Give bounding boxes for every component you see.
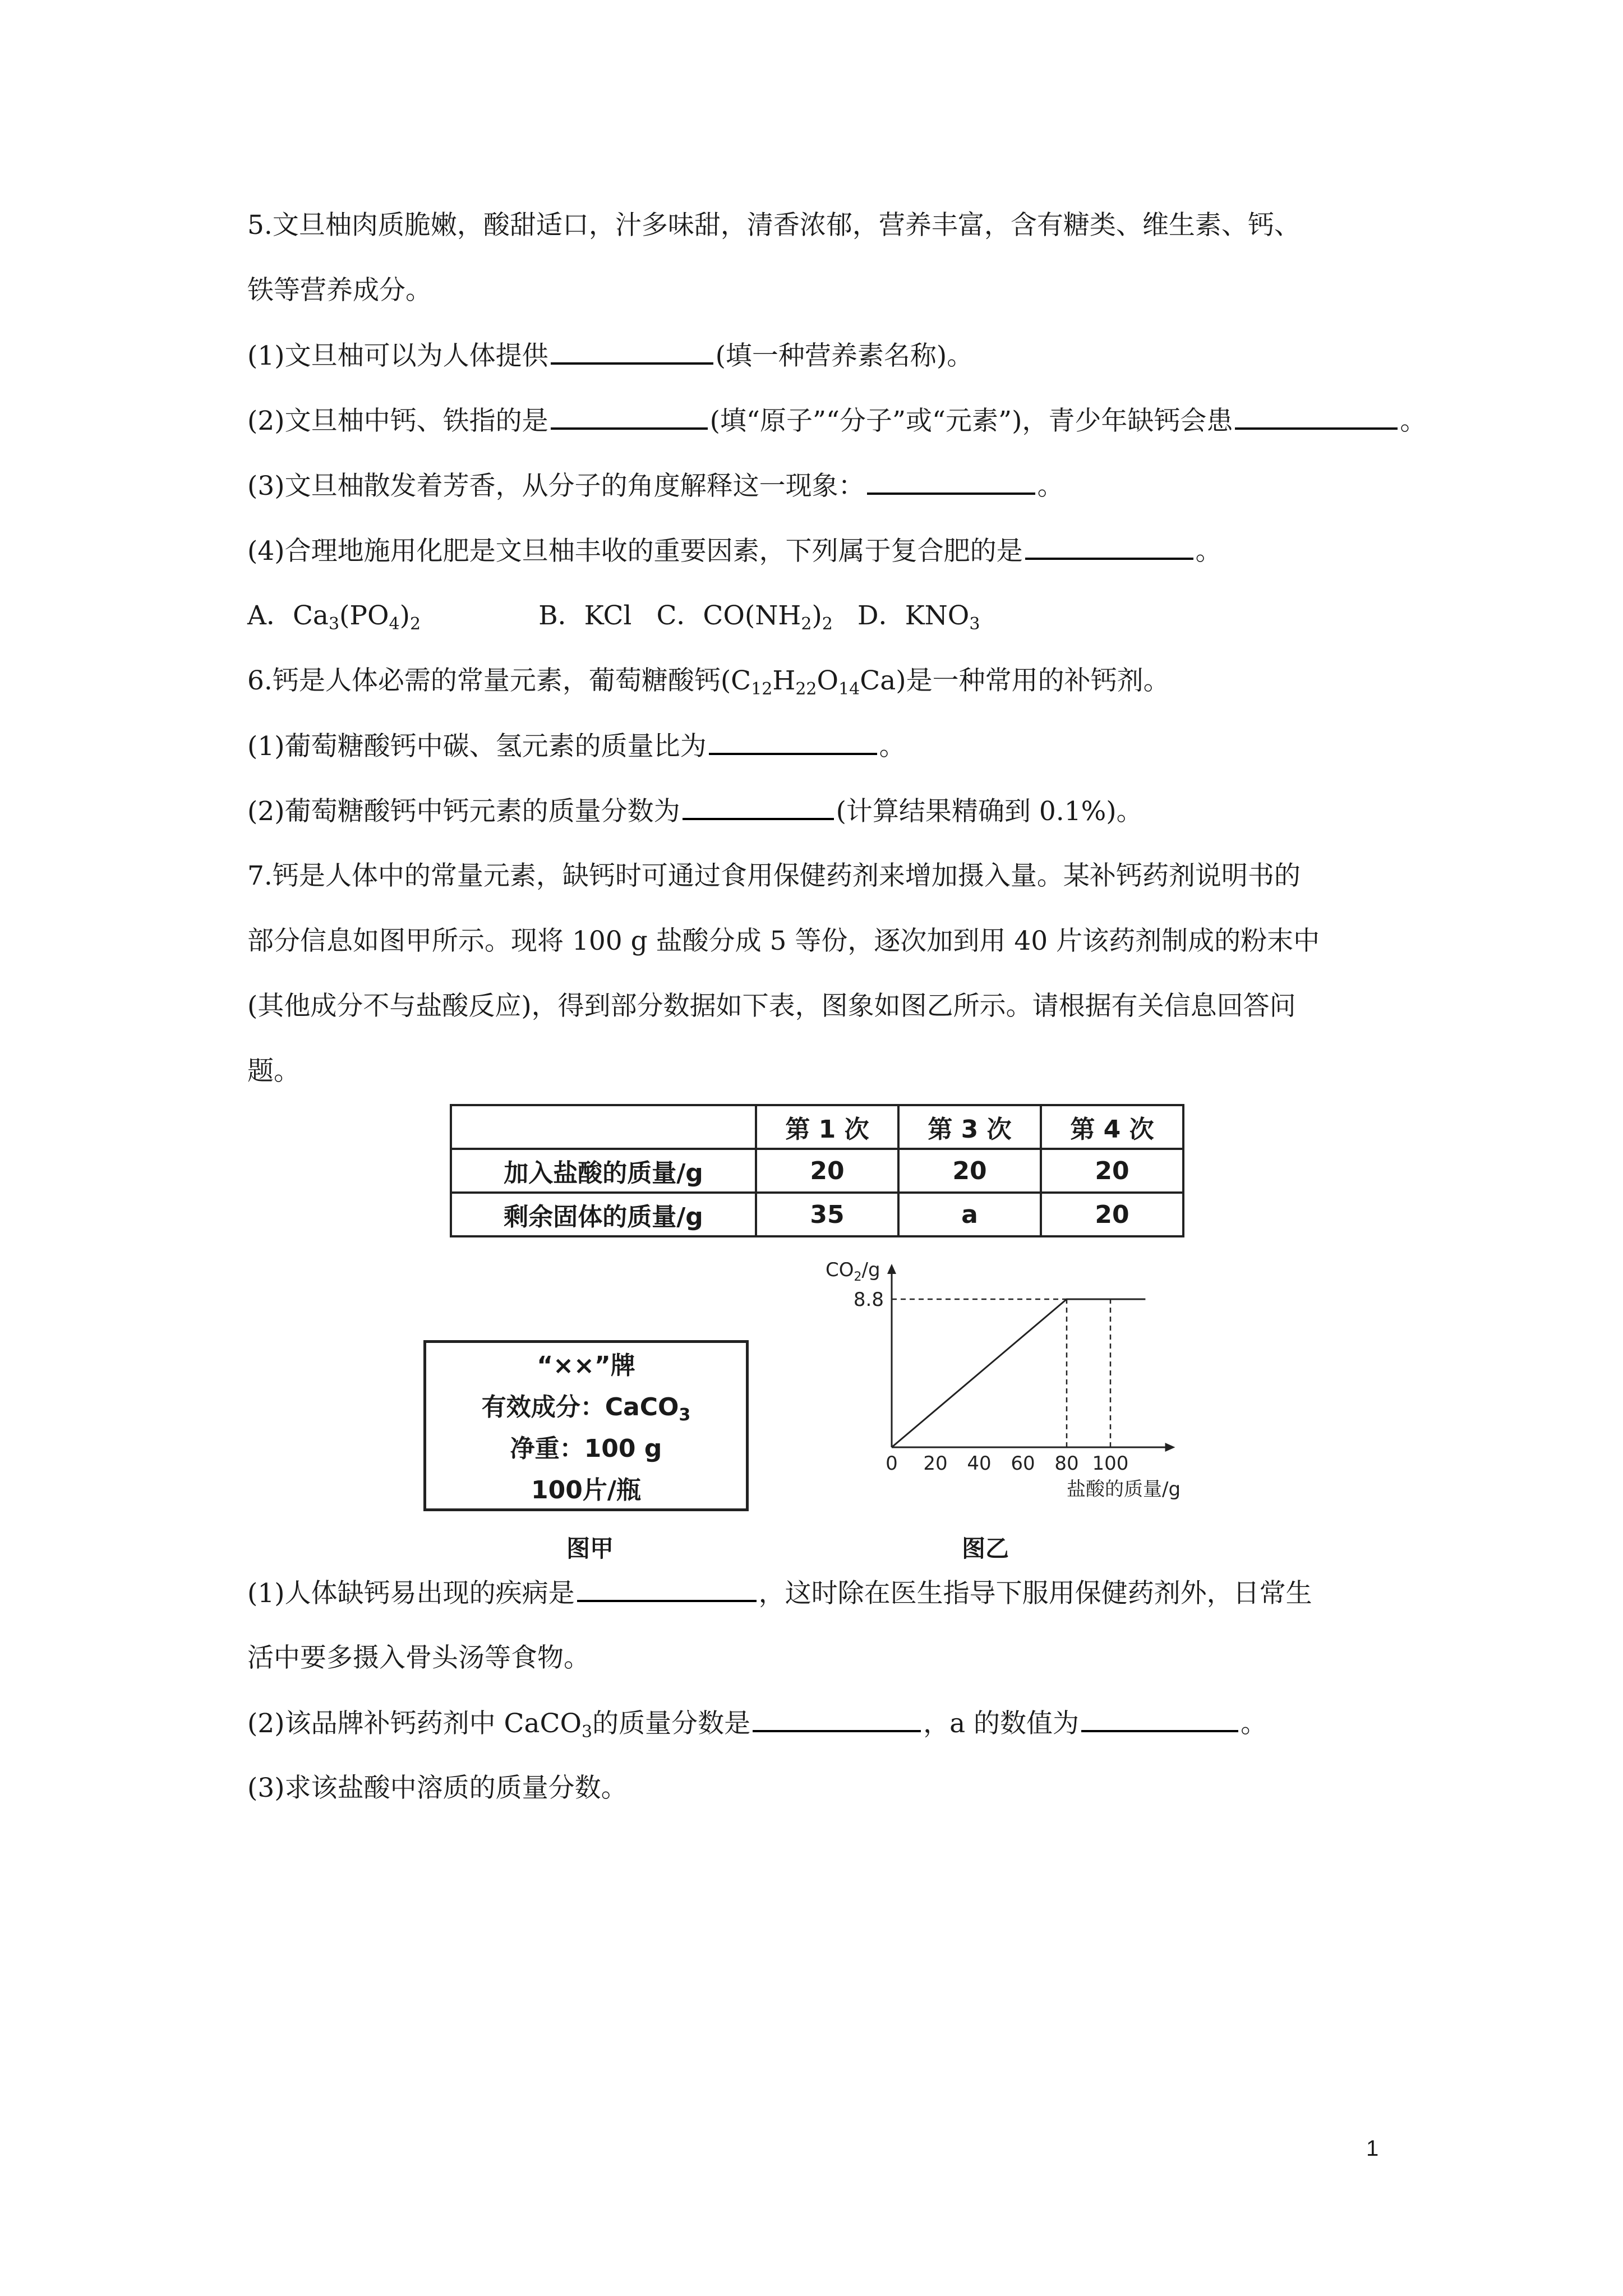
table-row — [451, 1149, 1183, 1193]
q5-part1-text: (1)文旦柚可以为人体提供 — [247, 341, 548, 371]
co2-chart — [808, 1262, 1234, 1520]
q7-part2-text: 的质量分数是 — [592, 1708, 751, 1739]
q6-part1-end: 。 — [879, 731, 906, 762]
q5-part4-text: (4)合理地施用化肥是文旦柚丰收的重要因素，下列属于复合肥的是 — [247, 536, 1023, 567]
co2-series-line — [892, 1299, 1145, 1447]
label-text: 有效成分：CaCO — [481, 1393, 679, 1421]
q7-part2-text: (2)该品牌补钙药剂中 CaCO — [247, 1708, 582, 1739]
option-c — [656, 600, 833, 634]
table-cell: a — [898, 1193, 1041, 1236]
answer-blank[interactable] — [1235, 403, 1398, 430]
subscript: 3 — [969, 614, 980, 634]
y-axis-label: $CO_2/g$ — [826, 1262, 880, 1284]
q6-part2 — [247, 793, 1143, 830]
option-a-text: A．Ca — [247, 600, 329, 631]
label-active-ingredient — [426, 1387, 746, 1428]
q7-part2-text: ，a 的数值为 — [923, 1708, 1080, 1739]
x-tick-label: 60 — [1011, 1452, 1035, 1475]
q7-part2 — [247, 1705, 1267, 1742]
q7-intro-line2: 部分信息如图甲所示。现将 100 g 盐酸分成 5 等份，逐次加到用 40 片该药剂制成的粉末中 — [247, 926, 1320, 956]
q7-part1-text: ，这时除在医生指导下服用保健药剂外，日常生 — [758, 1578, 1312, 1609]
subscript: 2 — [801, 614, 812, 634]
figure-jia-caption: 图甲 — [566, 1535, 614, 1562]
table-cell: 20 — [898, 1149, 1041, 1193]
label-count: 100片/瓶 — [531, 1476, 641, 1504]
y-tick-label: 8.8 — [853, 1289, 884, 1311]
q5-part2-end: 。 — [1400, 406, 1427, 436]
q7-part1-text: (1)人体缺钙易出现的疾病是 — [247, 1578, 575, 1609]
subscript: 3 — [328, 614, 340, 634]
table-header-cell: 第 3 次 — [898, 1105, 1041, 1149]
q5-part2-hint: (填“原子”“分子”或“元素”)，青少年缺钙会患 — [709, 406, 1233, 436]
table-row — [451, 1193, 1183, 1236]
q5-part2 — [247, 403, 1426, 439]
x-axis-label: 盐酸的质量/g — [1067, 1478, 1181, 1501]
q6-part1-text: (1)葡萄糖酸钙中碳、氢元素的质量比为 — [247, 731, 707, 762]
table-cell: 20 — [1041, 1149, 1183, 1193]
answer-blank[interactable] — [551, 403, 708, 430]
subscript: 22 — [795, 679, 817, 699]
page-number: 1 — [1366, 2136, 1379, 2161]
table-cell: 35 — [756, 1193, 898, 1236]
label-net-weight: 净重：100 g — [510, 1434, 662, 1463]
table-cell: 20 — [756, 1149, 898, 1193]
q5-part4-end: 。 — [1195, 536, 1222, 567]
q6-intro-text: 6.钙是人体必需的常量元素，葡萄糖酸钙(C — [247, 665, 751, 696]
table-header-cell — [451, 1105, 756, 1149]
table-header-cell: 第 1 次 — [756, 1105, 898, 1149]
option-a-text: (PO — [339, 600, 389, 631]
q6-part1 — [247, 728, 906, 765]
option-d — [857, 600, 980, 634]
table-cell: 20 — [1041, 1193, 1183, 1236]
answer-blank[interactable] — [709, 728, 877, 755]
table-header-row — [451, 1105, 1183, 1149]
subscript: 2 — [822, 614, 833, 634]
option-c-text: C．CO(NH — [656, 600, 801, 631]
option-a-text: ) — [399, 600, 410, 631]
x-tick-label: 20 — [923, 1452, 948, 1475]
option-a — [247, 600, 421, 634]
table-cell: 加入盐酸的质量/g — [451, 1149, 756, 1193]
q6-part2-text: (2)葡萄糖酸钙中钙元素的质量分数为 — [247, 796, 680, 827]
q6-intro-text: Ca)是一种常用的补钙剂。 — [860, 665, 1170, 696]
q7-part2-end: 。 — [1241, 1708, 1267, 1739]
q5-part3 — [247, 468, 1064, 504]
x-axis-arrow — [1165, 1443, 1175, 1452]
subscript: 3 — [582, 1722, 593, 1742]
formula-symbol: H — [772, 665, 796, 696]
answer-blank[interactable] — [683, 793, 834, 820]
subscript: 4 — [389, 614, 400, 634]
q5-part4 — [247, 533, 1222, 569]
q5-options — [247, 598, 980, 634]
y-axis-arrow — [887, 1264, 896, 1274]
figure-yi-caption: 图乙 — [962, 1535, 1009, 1562]
option-c-text: ) — [811, 600, 822, 631]
x-tick-label: 80 — [1054, 1452, 1079, 1475]
x-tick-label: 0 — [886, 1452, 898, 1475]
q7-intro-line3: (其他成分不与盐酸反应)，得到部分数据如下表，图象如图乙所示。请根据有关信息回答问 — [247, 991, 1296, 1022]
q5-part1-hint: (填一种营养素名称)。 — [715, 341, 974, 371]
q5-part1 — [247, 338, 973, 374]
q6-intro — [247, 663, 1170, 699]
answer-blank[interactable] — [753, 1705, 921, 1732]
q5-intro-line1: 5.文旦柚肉质脆嫩，酸甜适口，汁多味甜，清香浓郁，营养丰富，含有糖类、维生素、钙、 — [247, 210, 1301, 241]
q5-intro-line2: 铁等营养成分。 — [247, 275, 432, 306]
data-table — [450, 1104, 1184, 1237]
q7-intro-line1: 7.钙是人体中的常量元素，缺钙时可通过食用保健药剂来增加摄入量。某补钙药剂说明书的 — [247, 861, 1301, 891]
subscript: 12 — [751, 679, 773, 699]
subscript: 3 — [679, 1405, 691, 1425]
formula-symbol: O — [817, 665, 839, 696]
answer-blank[interactable] — [551, 338, 713, 365]
q5-part3-end: 。 — [1037, 471, 1064, 501]
q7-part1-cont: 活中要多摄入骨头汤等食物。 — [247, 1642, 590, 1673]
answer-blank[interactable] — [577, 1575, 757, 1602]
q5-part3-text: (3)文旦柚散发着芳香，从分子的角度解释这一现象： — [247, 471, 865, 501]
table-cell: 剩余固体的质量/g — [451, 1193, 756, 1236]
q6-part2-hint: (计算结果精确到 0.1%)。 — [836, 796, 1143, 827]
product-label-box — [423, 1340, 749, 1511]
q7-part3: (3)求该盐酸中溶质的质量分数。 — [247, 1773, 628, 1803]
table-header-cell: 第 4 次 — [1041, 1105, 1183, 1149]
answer-blank[interactable] — [1025, 533, 1193, 560]
q7-part1 — [247, 1575, 1312, 1612]
option-b: B．KCl — [538, 600, 632, 631]
q7-intro-line4: 题。 — [247, 1056, 300, 1087]
subscript: 2 — [409, 614, 421, 634]
x-tick-label: 100 — [1092, 1452, 1129, 1475]
label-brand: “××”牌 — [537, 1351, 635, 1380]
answer-blank[interactable] — [1081, 1705, 1238, 1732]
option-d-text: D．KNO — [857, 600, 970, 631]
subscript: 14 — [838, 679, 860, 699]
x-tick-label: 40 — [967, 1452, 992, 1475]
answer-blank[interactable] — [867, 468, 1035, 495]
q5-part2-text: (2)文旦柚中钙、铁指的是 — [247, 406, 548, 436]
